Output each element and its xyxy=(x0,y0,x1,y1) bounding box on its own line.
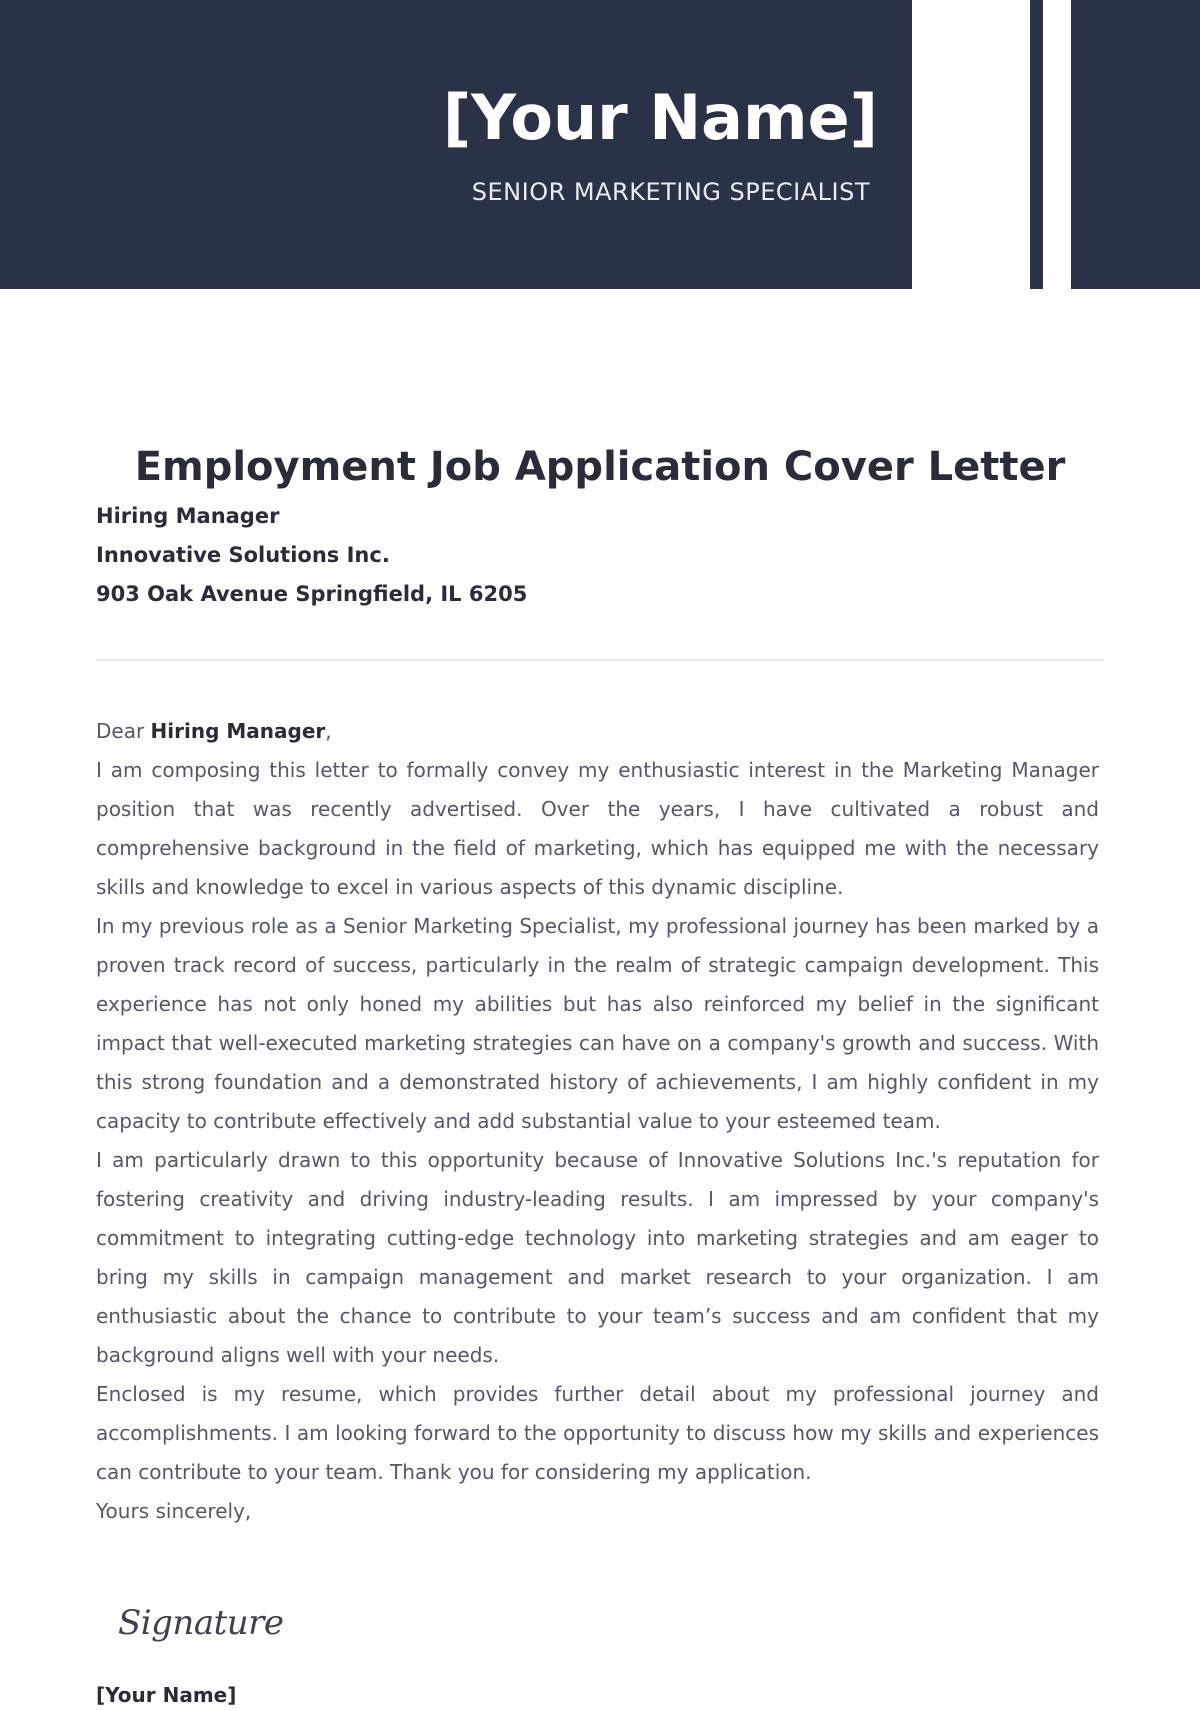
header-stripe-wide xyxy=(1071,0,1200,289)
salutation-name: Hiring Manager xyxy=(150,719,326,743)
signer-name: [Your Name] xyxy=(96,1683,237,1707)
recipient-contact: Hiring Manager xyxy=(96,504,280,528)
header-role: SENIOR MARKETING SPECIALIST xyxy=(471,178,870,206)
signature: Signature xyxy=(118,1603,284,1643)
recipient-company: Innovative Solutions Inc. xyxy=(96,543,390,567)
recipient-block xyxy=(96,497,527,614)
letter-paragraph: I am composing this letter to formally convey my enthusiastic interest in the Marketing Manager position that was recently advertised. Over the years, I have cultivated a robust and comprehensive background in the field of marketing, which has equipped me with the necessary skills and knowledge to excel in various aspects of this dynamic discipline. xyxy=(96,758,1099,899)
letter-paragraph: Enclosed is my resume, which provides further detail about my professional journey and accomplishments. I am looking forward to the opportunity to discuss how my skills and experiences can contribute to your team. Thank you for considering my application. xyxy=(96,1382,1099,1484)
salutation xyxy=(96,712,1099,751)
document-title: Employment Job Application Cover Letter xyxy=(134,444,1066,490)
letter-paragraph: I am particularly drawn to this opportunity because of Innovative Solutions Inc.'s reputation for fostering creativity and driving industry-leading results. I am impressed by your company's commitment to integrating cutting-edge technology into marketing strategies and am eager to bring my skills in campaign management and market research to your organization. I am enthusiastic about the chance to contribute to your team’s success and am confident that my background aligns well with your needs. xyxy=(96,1148,1099,1367)
section-divider xyxy=(96,659,1104,661)
recipient-address: 903 Oak Avenue Springfield, IL 6205 xyxy=(96,582,528,606)
salutation-suffix: , xyxy=(325,719,332,743)
letter-paragraph: In my previous role as a Senior Marketing Specialist, my professional journey has been marked by a proven track record of success, particularly in the realm of strategic campaign development. This experience has not only honed my abilities but has also reinforced my belief in the significant impact that well-executed marketing strategies can have on a company's growth and success. With this strong foundation and a demonstrated history of achievements, I am highly confident in my capacity to contribute effectively and add substantial value to your esteemed team. xyxy=(96,914,1099,1133)
letter-closing: Yours sincerely, xyxy=(96,1499,252,1523)
letter-body xyxy=(96,712,1099,1531)
salutation-prefix: Dear xyxy=(96,719,145,743)
header-stripe-narrow xyxy=(1030,0,1043,289)
header-name: [Your Name] xyxy=(442,81,878,154)
